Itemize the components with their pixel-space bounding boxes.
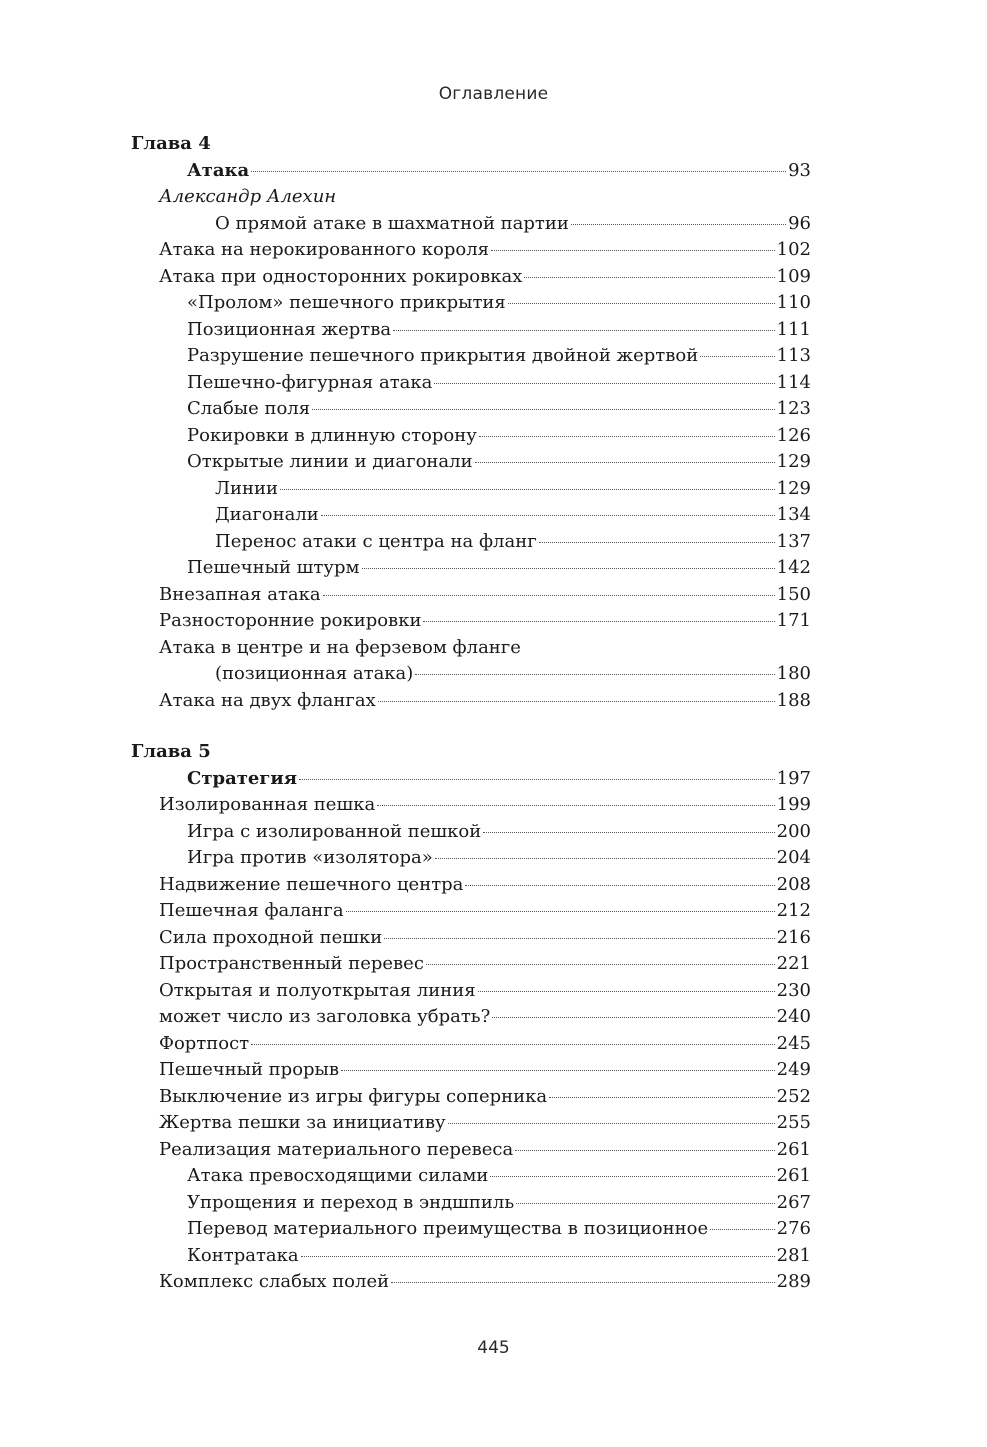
dot-leader — [341, 1070, 775, 1071]
toc-entry-page: 200 — [776, 820, 811, 842]
toc-entry[interactable] — [131, 211, 811, 238]
dot-leader — [346, 911, 775, 912]
dot-leader — [378, 701, 775, 702]
toc-entry-page: 221 — [776, 953, 811, 974]
dot-leader — [251, 171, 786, 172]
toc-entry-title: Атака на нерокированного короля — [159, 239, 490, 260]
toc-entry-page: 134 — [776, 504, 811, 525]
toc-entry-page: 289 — [776, 1271, 811, 1292]
toc-entry-page: 126 — [776, 424, 811, 446]
toc-entry-page: 180 — [776, 663, 811, 684]
toc-entry[interactable] — [131, 1004, 811, 1031]
toc-entry[interactable] — [131, 370, 811, 397]
dot-leader — [299, 779, 775, 780]
toc-entry-title: О прямой атаке в шахматной партии — [215, 212, 569, 234]
dot-leader — [710, 1229, 775, 1230]
dot-leader — [508, 303, 775, 304]
toc-entry[interactable] — [131, 1031, 811, 1058]
toc-entry-title: Комплекс слабых полей — [159, 1271, 390, 1292]
toc-entry-title: Атака превосходящими силами — [187, 1165, 489, 1186]
dot-leader — [251, 1044, 775, 1045]
dot-leader — [491, 250, 775, 251]
toc-entry[interactable] — [131, 317, 811, 344]
dot-leader — [539, 542, 775, 543]
toc-entry-title: Перевод материального преимущества в позиционное — [187, 1218, 709, 1239]
toc-entry-title: Игра против «изолятора» — [187, 847, 433, 868]
toc-entry[interactable] — [131, 1243, 811, 1270]
toc-entry[interactable] — [131, 423, 811, 450]
toc-entry[interactable] — [131, 237, 811, 264]
toc-entry[interactable] — [131, 608, 811, 635]
dot-leader — [465, 885, 774, 886]
dot-leader — [434, 383, 774, 384]
toc-entry-page: 199 — [776, 794, 811, 815]
toc-entry[interactable] — [131, 951, 811, 978]
toc-entry-page: 171 — [776, 610, 811, 631]
toc-entry-title: Разносторонние рокировки — [159, 610, 422, 631]
toc-entry-title: Открытые линии и диагонали — [187, 451, 473, 472]
toc-entry-page: 216 — [776, 926, 811, 948]
toc-entry-title: Рокировки в длинную сторону — [187, 424, 477, 446]
toc-entry-page: 129 — [776, 477, 811, 499]
toc-entry[interactable] — [131, 978, 811, 1005]
toc-entry-page: 109 — [776, 265, 811, 287]
toc-entry-page: 204 — [776, 847, 811, 868]
toc-entry-page: 281 — [776, 1244, 811, 1266]
toc-entry[interactable] — [131, 925, 811, 952]
toc-entry[interactable] — [131, 158, 811, 185]
toc-entry-title: Реализация материального перевеса — [159, 1138, 514, 1160]
toc-entry-page: 150 — [776, 583, 811, 605]
dot-leader — [391, 1282, 775, 1283]
toc-entry-title: Игра с изолированной пешкой — [187, 820, 482, 842]
toc-entry-title: Атака — [187, 159, 250, 181]
toc-entry[interactable] — [131, 529, 811, 556]
toc-entry-page: 113 — [776, 345, 811, 366]
toc-entry-page: 197 — [776, 767, 811, 789]
toc-entry-title: Линии — [215, 477, 279, 499]
toc-entry-page: 142 — [776, 557, 811, 578]
toc-entry[interactable] — [131, 476, 811, 503]
toc-entry[interactable] — [131, 449, 811, 476]
toc-entry-title: Атака при односторонних рокировках — [159, 265, 523, 287]
toc-entry-title: Пешечно-фигурная атака — [187, 371, 433, 393]
dot-leader — [393, 330, 775, 331]
toc-entry[interactable] — [131, 792, 811, 819]
toc-entry-continued[interactable] — [131, 635, 811, 662]
dot-leader — [478, 991, 775, 992]
toc-entry-title: Выключение из игры фигуры соперника — [159, 1085, 548, 1107]
toc-entry[interactable] — [131, 845, 811, 872]
dot-leader — [323, 595, 775, 596]
toc-entry-page: 102 — [776, 239, 811, 260]
dot-leader — [435, 858, 775, 859]
dot-leader — [384, 938, 774, 939]
dot-leader — [516, 1203, 775, 1204]
toc-entry-page: 261 — [776, 1138, 811, 1160]
dot-leader — [321, 515, 775, 516]
toc-entry-title: (позиционная атака) — [215, 663, 414, 684]
toc-author-name: Александр Алехин — [159, 186, 337, 207]
dot-leader — [415, 674, 774, 675]
toc-entry-page: 212 — [776, 900, 811, 921]
toc-entry-title: Пространственный перевес — [159, 953, 424, 974]
toc-entry[interactable] — [131, 290, 811, 317]
toc-entry-page: 261 — [776, 1165, 811, 1186]
toc-entry-title: Внезапная атака — [159, 583, 321, 605]
toc-entry[interactable] — [131, 1110, 811, 1137]
toc-entry-title: Пешечный прорыв — [159, 1059, 340, 1080]
toc-entry[interactable] — [131, 1216, 811, 1243]
toc-entry-title: Открытая и полуоткрытая линия — [159, 979, 476, 1001]
dot-leader — [483, 832, 774, 833]
toc-entry[interactable] — [131, 688, 811, 715]
dot-leader — [362, 568, 775, 569]
toc-entry-title: Разрушение пешечного прикрытия двойной жертвой — [187, 345, 699, 366]
toc-entry-title: Позиционная жертва — [187, 318, 392, 340]
dot-leader — [448, 1123, 775, 1124]
toc-entry[interactable] — [131, 502, 811, 529]
dot-leader — [492, 1017, 774, 1018]
dot-leader — [524, 277, 774, 278]
toc-entry[interactable] — [131, 872, 811, 899]
toc-entry-page: 137 — [776, 530, 811, 552]
toc-entry-page: 96 — [788, 212, 811, 234]
toc-entry-page: 114 — [776, 371, 811, 393]
dot-leader — [301, 1256, 775, 1257]
toc-entry[interactable] — [131, 555, 811, 582]
dot-leader — [426, 964, 775, 965]
toc-entry-title: может число из заголовка убрать? — [159, 1006, 491, 1027]
toc-entry[interactable] — [131, 898, 811, 925]
table-of-contents — [131, 131, 811, 1296]
toc-entry-title: Сила проходной пешки — [159, 926, 383, 948]
toc-entry-page: 255 — [776, 1112, 811, 1133]
toc-entry-title: Диагонали — [215, 504, 319, 525]
dot-leader — [549, 1097, 775, 1098]
dot-leader — [490, 1176, 774, 1177]
toc-entry[interactable] — [131, 1190, 811, 1217]
dot-leader — [475, 462, 775, 463]
toc-entry-title: Контратака — [187, 1244, 299, 1266]
dot-leader — [312, 409, 775, 410]
dot-leader — [280, 489, 775, 490]
dot-leader — [479, 436, 775, 437]
toc-entry-title: Пешечный штурм — [187, 557, 360, 578]
dot-leader — [571, 224, 786, 225]
dot-leader — [423, 621, 774, 622]
toc-entry[interactable] — [131, 1269, 811, 1296]
toc-entry-title: Пешечная фаланга — [159, 900, 344, 921]
toc-entry-page: 129 — [776, 451, 811, 472]
toc-entry-title: Слабые поля — [187, 398, 311, 419]
toc-entry[interactable] — [131, 264, 811, 291]
dot-leader — [515, 1150, 774, 1151]
toc-entry[interactable] — [131, 1163, 811, 1190]
chapter-gap — [131, 714, 811, 739]
toc-entry-title: Атака в центре и на ферзевом фланге — [159, 636, 521, 658]
chapter-4-heading: Глава 4 — [131, 133, 211, 154]
toc-entry[interactable] — [131, 766, 811, 793]
toc-entry-title: Стратегия — [187, 767, 298, 789]
toc-entry-page: 245 — [776, 1032, 811, 1054]
dot-leader — [377, 805, 774, 806]
toc-entry-title: Атака на двух флангах — [159, 689, 376, 711]
chapter-5-heading: Глава 5 — [131, 741, 211, 762]
toc-entry-page: 252 — [776, 1085, 811, 1107]
toc-entry-title: Изолированная пешка — [159, 794, 376, 815]
toc-entry[interactable] — [131, 661, 811, 688]
toc-entry[interactable] — [131, 1137, 811, 1164]
toc-entry-title: Надвижение пешечного центра — [159, 873, 464, 895]
toc-entry-title: Упрощения и переход в эндшпиль — [187, 1191, 515, 1213]
toc-entry[interactable] — [131, 582, 811, 609]
toc-entry-page: 240 — [776, 1006, 811, 1027]
toc-entry-title: Жертва пешки за инициативу — [159, 1112, 446, 1133]
toc-entry[interactable] — [131, 819, 811, 846]
toc-entry-title: Фортпост — [159, 1032, 250, 1054]
toc-entry[interactable] — [131, 1057, 811, 1084]
toc-entry[interactable] — [131, 343, 811, 370]
toc-entry-page: 208 — [776, 873, 811, 895]
toc-entry-page: 249 — [776, 1059, 811, 1080]
running-head: Оглавление — [438, 84, 549, 104]
toc-entry-title: «Пролом» пешечного прикрытия — [187, 292, 506, 313]
toc-entry[interactable] — [131, 396, 811, 423]
toc-entry[interactable] — [131, 1084, 811, 1111]
dot-leader — [700, 356, 774, 357]
toc-author — [131, 184, 811, 211]
toc-entry-page: 123 — [776, 398, 811, 419]
toc-entry-page: 110 — [776, 292, 811, 313]
toc-entry-page: 276 — [776, 1218, 811, 1239]
toc-entry-page: 93 — [788, 159, 811, 181]
toc-entry-page: 111 — [776, 318, 811, 340]
page-number: 445 — [477, 1338, 510, 1358]
toc-entry-page: 230 — [776, 979, 811, 1001]
toc-entry-page: 267 — [776, 1191, 811, 1213]
toc-entry-page: 188 — [776, 689, 811, 711]
toc-entry-title: Перенос атаки с центра на фланг — [215, 530, 537, 552]
